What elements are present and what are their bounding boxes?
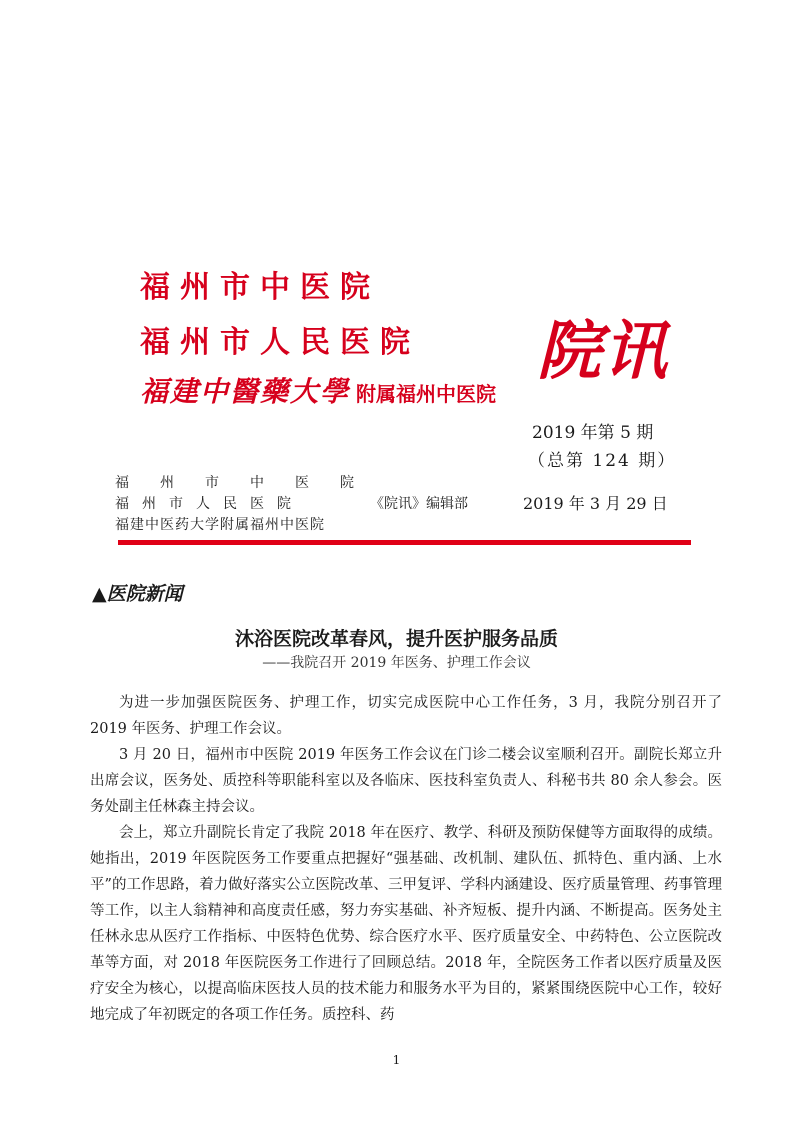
- university-calligraphy: 福建中醫藥大學: [140, 375, 351, 408]
- masthead-hospital-1: 福州市中医院: [140, 270, 380, 305]
- masthead-hospital-2: 福州市人民医院: [140, 325, 420, 360]
- newsletter-title: 院讯: [537, 314, 669, 389]
- header-divider: [118, 540, 691, 545]
- publisher-line-2: 福州市人民医院: [115, 496, 304, 512]
- page-number: 1: [392, 1053, 401, 1067]
- article-subtitle: ——我院召开 2019 年医务、护理工作会议: [262, 655, 531, 671]
- publication-date: 2019 年 3 月 29 日: [523, 494, 668, 513]
- section-heading: ▲医院新闻: [92, 583, 183, 605]
- body-paragraph: 为进一步加强医院医务、护理工作，切实完成医院中心工作任务，3 月，我院分别召开了 2019 年医务、护理工作会议。: [90, 695, 722, 737]
- affiliation-suffix: 附属福州中医院: [356, 382, 497, 406]
- masthead-hospital-3: [140, 370, 496, 410]
- editor-department: 《院讯》编辑部: [370, 496, 468, 512]
- publisher-line-3: 福建中医药大学附属福州中医院: [115, 517, 325, 533]
- article-title: 沐浴医院改革春风，提升医护服务品质: [234, 628, 558, 650]
- body-paragraph: 3 月 20 日，福州市中医院 2019 年医务工作会议在门诊二楼会议室顺利召开。副院长郑立升出席会议，医务处、质控科等职能科室以及各临床、医技科室负责人、科秘书共 80 余人参会。医务处副主任林森主持会议。: [90, 747, 722, 815]
- issue-total: （总第 124 期）: [528, 451, 677, 471]
- publisher-line-1: 福州市中医院: [115, 475, 385, 491]
- body-paragraph: 会上，郑立升副院长肯定了我院 2018 年在医疗、教学、科研及预防保健等方面取得的成绩。她指出，2019 年医院医务工作要重点把握好“强基础、改机制、建队伍、抓特色、重内涵、上水平”的工作思路，着力做好落实公立医院改革、三甲复评、学科内涵建设、医疗质量管理、药事管理等工作，以主人翁精神和高度责任感，努力夯实基础、补齐短板、提升内涵、不断提高。医务处主任林永忠从医疗工作指标、中医特色优势、综合医疗水平、医疗质量安全、中药特色、公立医院改革等方面，对 2018 年医院医务工作进行了回顾总结。2018 年，全院医务工作者以医疗质量及医疗安全为核心，以提高临床医技人员的技术能力和服务水平为目的，紧紧围绕医院中心工作，较好地完成了年初既定的各项工作任务。质控科、药: [90, 825, 722, 1023]
- issue-number: 2019 年第 5 期: [532, 423, 654, 443]
- article-body: [90, 690, 722, 1028]
